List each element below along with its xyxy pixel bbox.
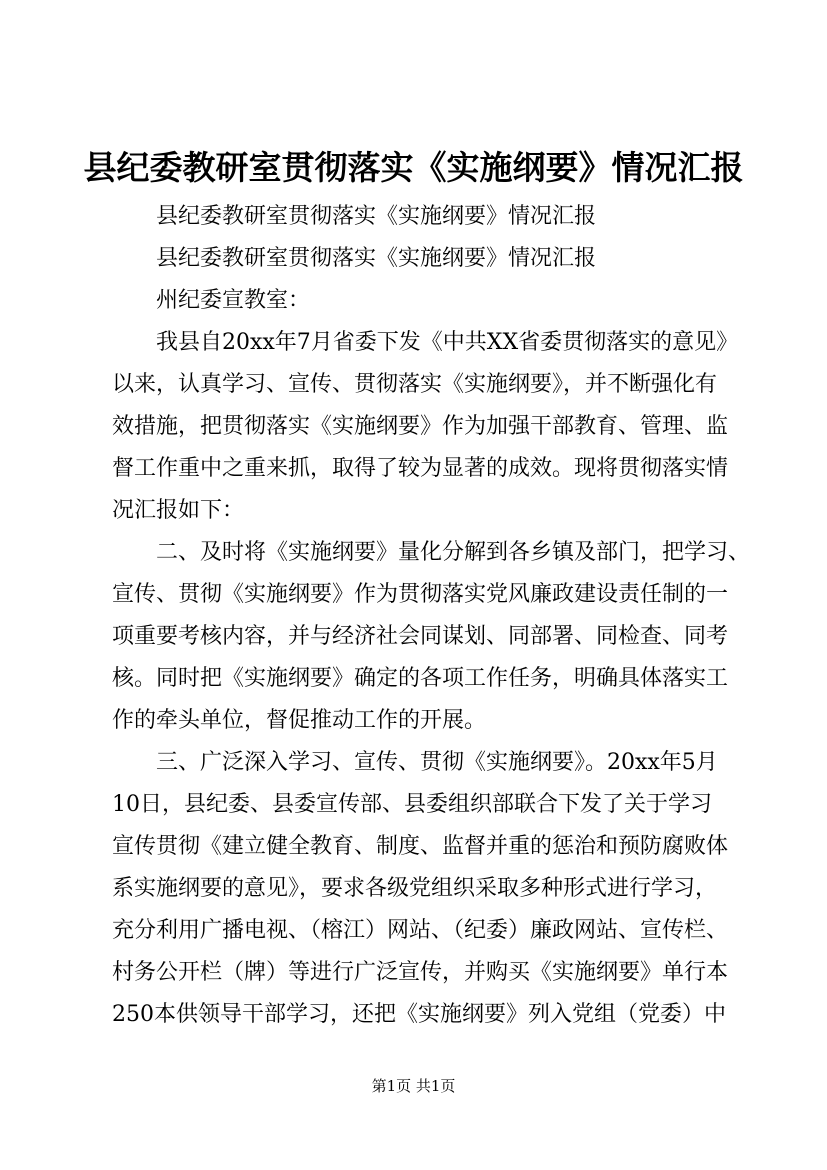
body-line: 二、及时将《实施纲要》量化分解到各乡镇及部门，把学习、 [112, 540, 751, 565]
document-body [112, 196, 751, 1036]
body-line: 督工作重中之重来抓，取得了较为显著的成效。现将贯彻落实情 [112, 456, 729, 481]
body-line: 10日，县纪委、县委宣传部、县委组织部联合下发了关于学习 [112, 792, 712, 817]
body-line: 项重要考核内容，并与经济社会同谋划、同部署、同检查、同考 [112, 624, 729, 649]
body-line: 三、广泛深入学习、宣传、贯彻《实施纲要》。20xx年5月 [112, 750, 718, 775]
body-line: 核。同时把《实施纲要》确定的各项工作任务，明确具体落实工 [112, 666, 729, 691]
body-line: 系实施纲要的意见》，要求各级党组织采取多种形式进行学习， [112, 876, 718, 901]
body-line: 村务公开栏（牌）等进行广泛宣传，并购买《实施纲要》单行本 [112, 960, 729, 985]
body-line: 效措施，把贯彻落实《实施纲要》作为加强干部教育、管理、监 [112, 414, 729, 439]
body-line: 县纪委教研室贯彻落实《实施纲要》情况汇报 [112, 204, 597, 229]
body-line: 宣传贯彻《建立健全教育、制度、监督并重的惩治和预防腐败体 [112, 834, 729, 859]
body-line: 县纪委教研室贯彻落实《实施纲要》情况汇报 [112, 246, 597, 271]
page-footer: 第1页 共1页 [371, 1077, 456, 1095]
body-line: 况汇报如下： [112, 498, 245, 523]
body-line: 以来，认真学习、宣传、贯彻落实《实施纲要》，并不断强化有 [112, 372, 718, 397]
body-line: 我县自20xx年7月省委下发《中共XX省委贯彻落实的意见》 [112, 330, 739, 355]
body-line: 宣传、贯彻《实施纲要》作为贯彻落实党风廉政建设责任制的一 [112, 582, 729, 607]
body-line: 250本供领导干部学习，还把《实施纲要》列入党组（党委）中 [112, 1002, 726, 1027]
document-title: 县纪委教研室贯彻落实《实施纲要》情况汇报 [83, 148, 744, 187]
body-line: 州纪委宣教室： [112, 288, 311, 313]
body-line: 作的牵头单位，督促推动工作的开展。 [112, 708, 487, 733]
body-line: 充分利用广播电视、（榕江）网站、（纪委）廉政网站、宣传栏、 [112, 918, 729, 943]
